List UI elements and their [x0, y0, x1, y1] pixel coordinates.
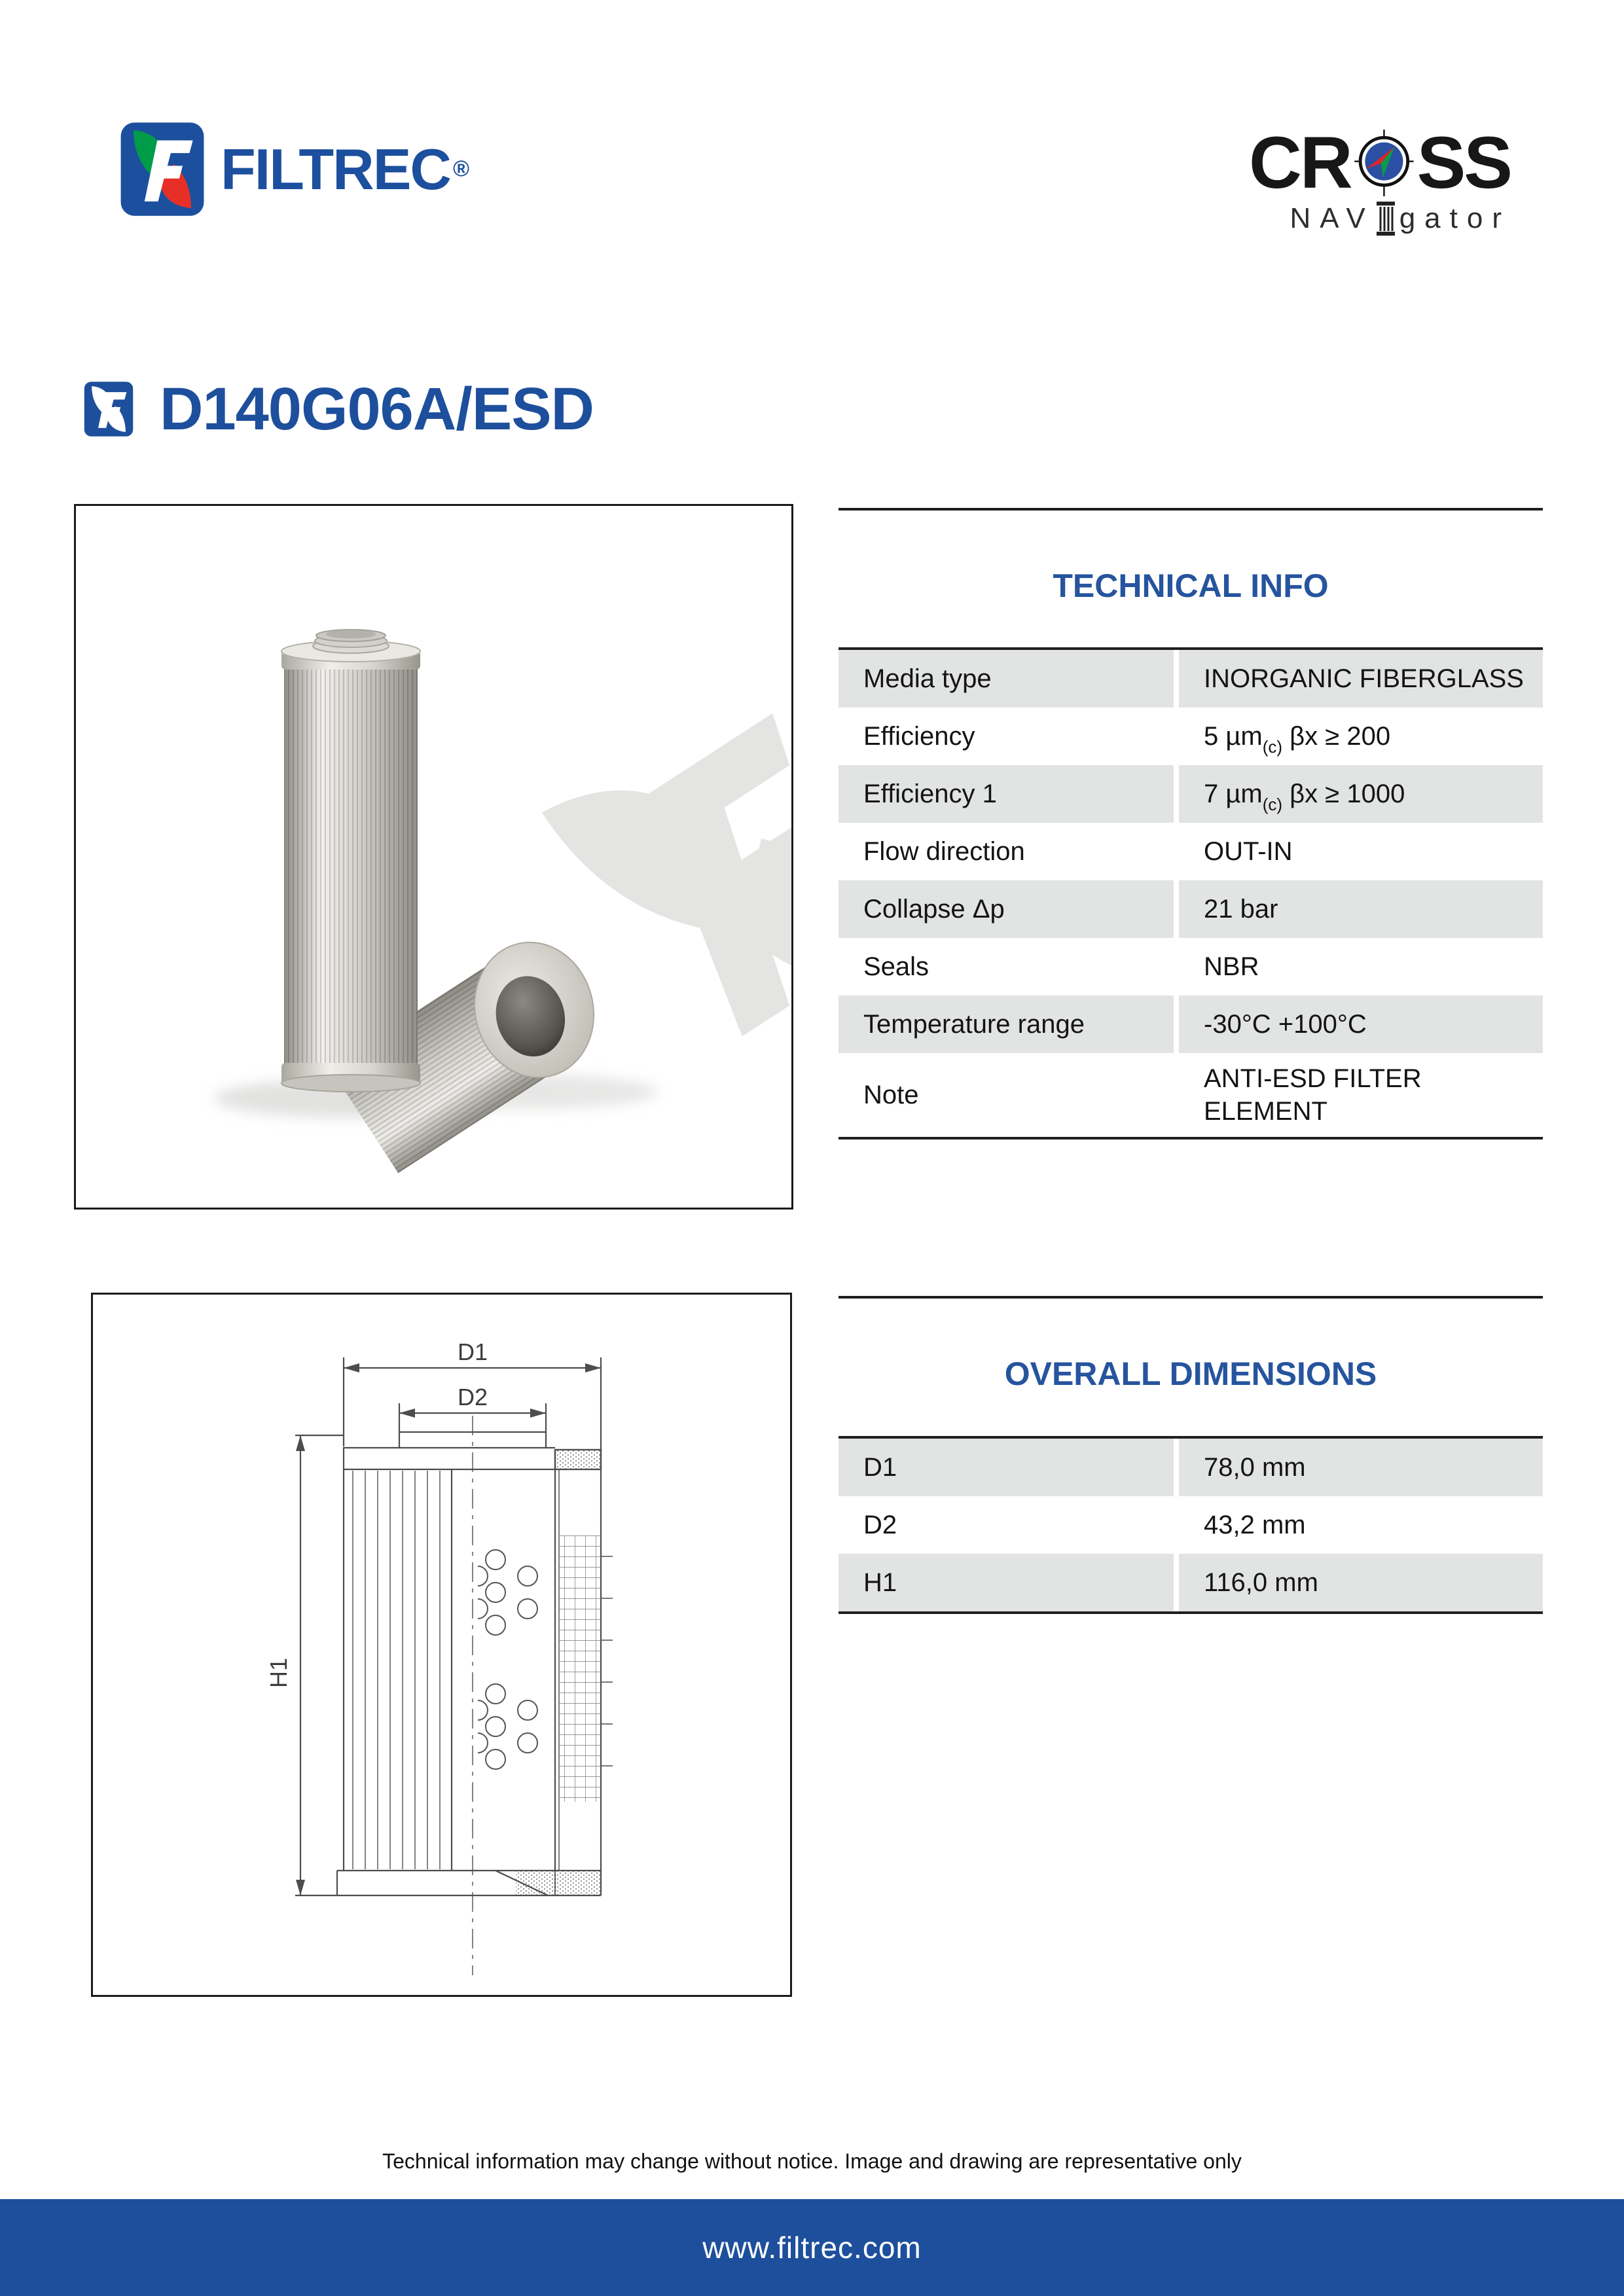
nav-text-left: NAV [1290, 202, 1375, 234]
value-text: NBR [1204, 952, 1259, 981]
product-photo-box [74, 504, 793, 1210]
row-value [1179, 1554, 1543, 1611]
overall-dimensions-heading: OVERALL DIMENSIONS [1004, 1355, 1377, 1392]
row-label: Media type [839, 650, 1174, 708]
navigator-wordmark [1249, 202, 1511, 236]
row-label: Seals [863, 952, 929, 981]
value-text: INORGANIC FIBERGLASS [1204, 664, 1524, 693]
row-value [1179, 996, 1543, 1053]
value-text: ANTI-ESD FILTER ELEMENT [1204, 1064, 1422, 1126]
table-row [839, 650, 1543, 708]
cross-wordmark [1249, 124, 1511, 202]
value-text: OUT-IN [1204, 837, 1293, 866]
row-label: D1 [839, 1439, 1174, 1496]
footer-disclaimer: Technical information may change without notice. Image and drawing are representative only [382, 2149, 1242, 2173]
value-text: 116,0 mm [1204, 1568, 1318, 1597]
page-title: D140G06A/ESD [160, 376, 594, 442]
product-title-row [84, 376, 594, 442]
nav-text-right: gator [1399, 202, 1511, 234]
table-row [839, 823, 1543, 880]
technical-info-rule [839, 508, 1543, 511]
filtrec-wordmark: FILTREC [221, 136, 450, 202]
cross-navigator-logo [1249, 124, 1511, 236]
table-row [839, 1053, 1543, 1137]
row-value [1179, 1496, 1543, 1554]
value-text: 43,2 mm [1204, 1511, 1306, 1539]
table-row [839, 996, 1543, 1053]
value-text-after: βx ≥ 200 [1282, 722, 1391, 751]
table-row [839, 1554, 1543, 1611]
value-subscript: (c) [1262, 737, 1283, 757]
value-text: 78,0 mm [1204, 1453, 1306, 1482]
row-value [1179, 880, 1543, 938]
registered-mark: ® [452, 156, 470, 181]
row-label: Collapse Δp [839, 880, 1174, 938]
row-label: Flow direction [863, 837, 1025, 866]
compass-icon [1352, 124, 1416, 202]
row-label: Temperature range [839, 996, 1174, 1053]
row-value [1179, 650, 1543, 708]
footer-bar [0, 2199, 1624, 2296]
table-row [839, 1439, 1543, 1496]
row-value [1179, 708, 1543, 765]
value-text: 21 bar [1204, 895, 1278, 924]
overall-dimensions-rule [839, 1296, 1543, 1299]
cross-text-right: SS [1416, 122, 1511, 204]
table-row [839, 708, 1543, 765]
row-value [1179, 765, 1543, 823]
technical-info-heading: TECHNICAL INFO [1053, 567, 1329, 604]
value-text: -30°C +100°C [1204, 1010, 1367, 1039]
part-icon [84, 379, 134, 439]
table-row [839, 765, 1543, 823]
technical-info-table [839, 647, 1543, 1139]
value-text: 5 µm [1204, 722, 1263, 751]
website-link[interactable]: www.filtrec.com [702, 2231, 922, 2265]
filtrec-logo-icon [120, 122, 205, 217]
row-value [1179, 1439, 1543, 1496]
row-value [1179, 823, 1543, 880]
dim-label-d1: D1 [457, 1338, 488, 1365]
technical-drawing [93, 1295, 790, 1995]
value-text: 7 µm [1204, 780, 1263, 808]
row-label: D2 [863, 1511, 897, 1539]
column-icon [1376, 202, 1396, 236]
dim-label-h1: H1 [265, 1657, 292, 1689]
standing-filter [281, 630, 420, 1092]
dim-label-d2: D2 [457, 1384, 488, 1410]
product-photo [76, 506, 791, 1208]
table-row [839, 880, 1543, 938]
row-label: Note [863, 1081, 919, 1109]
technical-drawing-box [91, 1293, 792, 1997]
row-value [1179, 1053, 1543, 1137]
value-subscript: (c) [1262, 795, 1283, 814]
row-value [1179, 938, 1543, 996]
table-row [839, 938, 1543, 996]
overall-dimensions-table [839, 1436, 1543, 1614]
filtrec-logo [120, 122, 469, 217]
cross-text-left: CR [1249, 122, 1351, 204]
row-label: Efficiency 1 [839, 765, 1174, 823]
row-label: Efficiency [863, 722, 975, 751]
value-text-after: βx ≥ 1000 [1282, 780, 1405, 808]
table-row [839, 1496, 1543, 1554]
row-label: H1 [839, 1554, 1174, 1611]
